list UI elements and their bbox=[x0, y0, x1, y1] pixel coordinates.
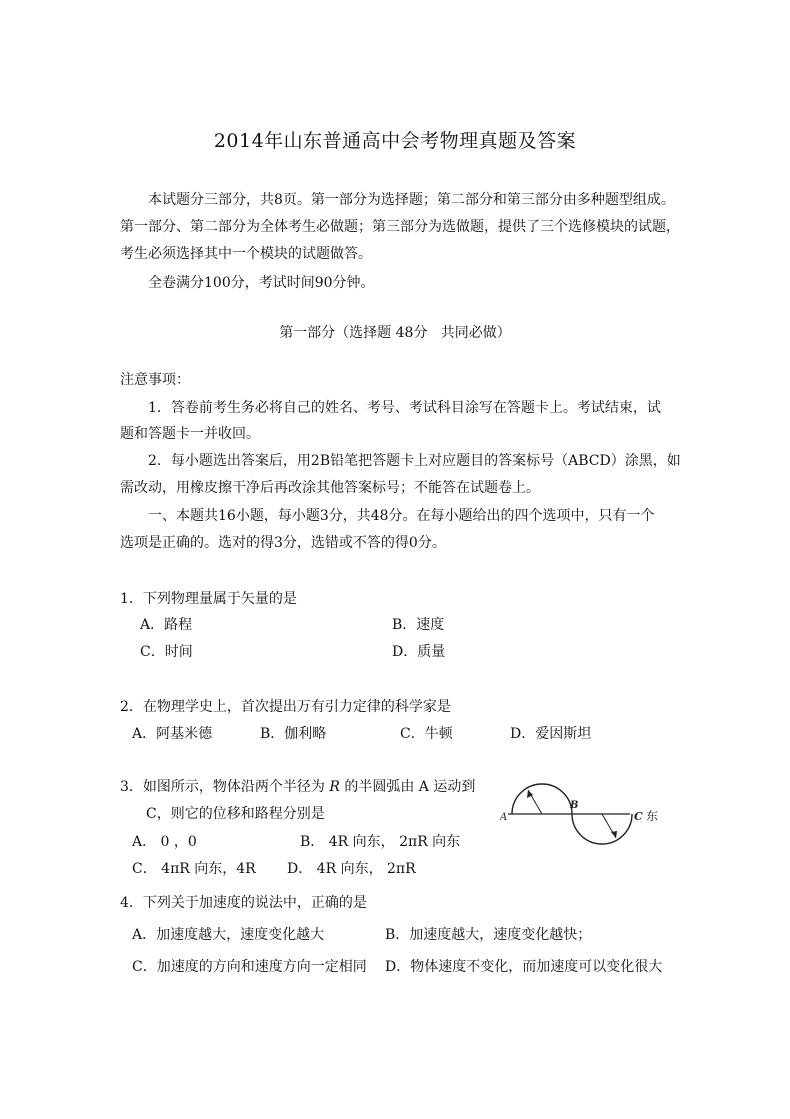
question-2-option-b: B．伽利略 bbox=[260, 726, 327, 742]
figure-label-c: C bbox=[634, 810, 643, 823]
figure-label-b: B bbox=[570, 800, 579, 811]
intro-line-2: 第一部分、第二部分为全体考生必做题；第三部分为选做题，提供了三个选修模块的试题， bbox=[120, 219, 680, 235]
question-4-option-d: D．物体速度不变化，而加速度可以变化很大 bbox=[385, 959, 663, 975]
question-1-option-a: A．路程 bbox=[140, 617, 193, 633]
notes-heading: 注意事项： bbox=[120, 372, 190, 388]
section-1-heading: 第一部分（选择题 48分 共同必做） bbox=[279, 325, 511, 341]
question-3-stem-pre: 3．如图所示，物体沿两个半径为 bbox=[120, 779, 330, 795]
question-4-option-a: A．加速度越大，速度变化越大 bbox=[132, 927, 325, 943]
note-2-line-2: 需改动，用橡皮擦干净后再改涂其他答案标号；不能答在试题卷上。 bbox=[120, 480, 540, 496]
figure-label-east: 东 bbox=[646, 809, 659, 823]
semicircle-path-figure bbox=[500, 780, 670, 850]
intro-line-3: 考生必须选择其中一个模块的试题做答。 bbox=[120, 246, 372, 262]
figure-upper-arc bbox=[512, 784, 572, 814]
page-title: 2014年山东普通高中会考物理真题及答案 bbox=[213, 130, 577, 152]
question-3-option-d: D． 4R 向东， 2πR bbox=[287, 861, 416, 877]
question-2-option-d: D．爱因斯坦 bbox=[510, 726, 592, 742]
question-2-option-c: C．牛顿 bbox=[400, 726, 453, 742]
question-1-option-d: D．质量 bbox=[392, 644, 446, 660]
intro-line-1: 本试题分三部分，共8页。第一部分为选择题；第二部分和第三部分由多种题型组成。 bbox=[148, 192, 675, 208]
note-1-line-2: 题和答题卡一并收回。 bbox=[120, 426, 260, 442]
question-3-stem-radius: R bbox=[329, 779, 340, 795]
question-3-option-c: C． 4πR 向东，4R bbox=[132, 861, 256, 877]
note-3-line-1: 一、本题共16小题，每小题3分，共48分。在每小题给出的四个选项中，只有一个 bbox=[148, 508, 655, 524]
question-3-option-a: A． 0 ，0 bbox=[132, 834, 197, 850]
question-3-option-b: B． 4R 向东， 2πR 向东 bbox=[300, 834, 461, 850]
note-3-line-2: 选项是正确的。选对的得3分，选错或不答的得0分。 bbox=[120, 535, 446, 551]
question-3-stem-line-2: C，则它的位移和路程分别是 bbox=[146, 806, 325, 822]
question-1-stem: 1．下列物理量属于矢量的是 bbox=[120, 591, 297, 607]
question-1-option-c: C．时间 bbox=[140, 644, 193, 660]
question-3-stem-post: 的半圆弧由 A 运动到 bbox=[339, 779, 476, 795]
intro-line-4: 全卷满分100分，考试时间90分钟。 bbox=[148, 275, 375, 291]
question-4-option-b: B．加速度越大，速度变化越快； bbox=[385, 927, 592, 943]
question-2-stem: 2．在物理学史上，首次提出万有引力定律的科学家是 bbox=[120, 699, 451, 715]
note-1-line-1: 1．答卷前考生务必将自己的姓名、考号、考试科目涂写在答题卡上。考试结束，试 bbox=[148, 400, 661, 416]
question-4-option-c: C．加速度的方向和速度方向一定相同 bbox=[132, 959, 367, 975]
note-2-line-1: 2．每小题选出答案后，用2B铅笔把答题卡上对应题目的答案标号（ABCD）涂黑，如 bbox=[148, 453, 681, 469]
question-3-stem-line-1 bbox=[120, 777, 475, 797]
figure-arrow-lower bbox=[611, 831, 617, 838]
question-1-option-b: B．速度 bbox=[392, 617, 445, 633]
figure-lower-arc bbox=[572, 814, 632, 844]
figure-label-a: A bbox=[500, 812, 508, 823]
question-2-option-a: A．阿基米德 bbox=[132, 726, 213, 742]
question-4-stem: 4．下列关于加速度的说法中，正确的是 bbox=[120, 895, 367, 911]
